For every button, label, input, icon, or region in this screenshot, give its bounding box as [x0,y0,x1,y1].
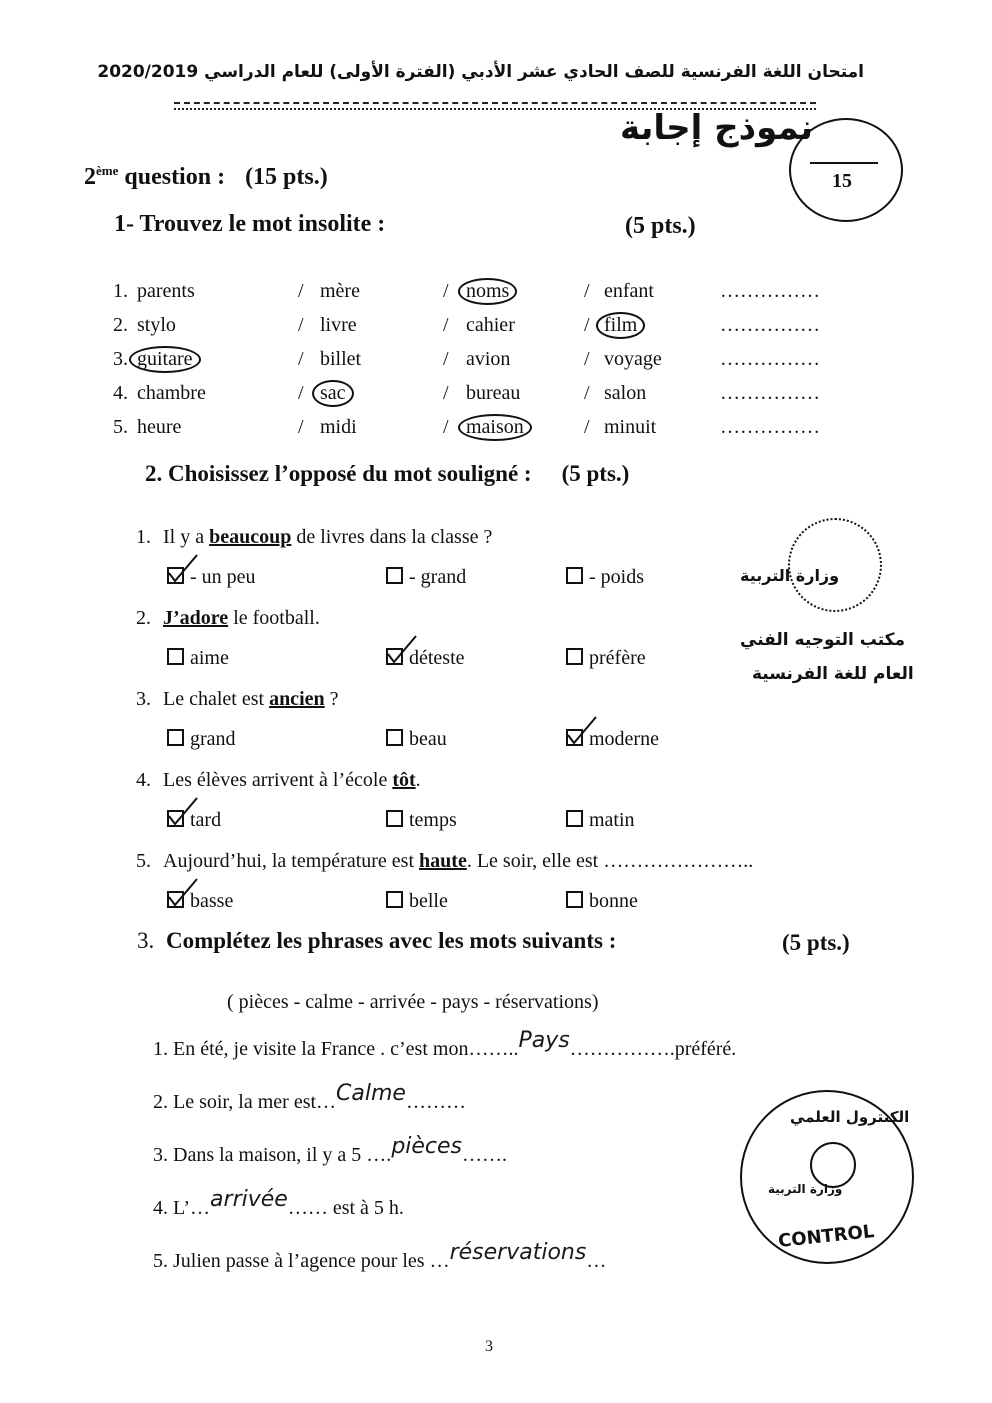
option-word: billet [320,348,362,370]
sentence-text: 1. En été, je visite la France . c’est mon…….. [153,1038,519,1060]
option-word: livre [320,314,357,336]
answer-blank: …………… [720,416,820,438]
sentence-text: ? [324,688,339,710]
option-word: bureau [466,382,521,404]
sentence-text: . Le soir, elle est ………………….. [466,850,754,872]
sentence-text: …………….préféré. [569,1038,737,1060]
option[interactable] [167,728,236,751]
circled-answer-word: guitare [129,346,201,373]
score-value: 15 [832,170,852,192]
option-label: grand [190,728,236,750]
circled-answer-word: maison [458,414,532,441]
separator-slash: / [584,348,590,370]
underlined-keyword: tôt [392,769,416,791]
section2-title: 2. Choisissez l’opposé du mot souligné : (5 pts.) [145,461,630,486]
sentence-text: le football. [228,607,320,629]
fill-sentence [153,1187,404,1220]
checkbox[interactable] [386,567,403,584]
fill-sentence [153,1240,607,1273]
check-mark-icon [167,553,201,583]
ministry-seal [788,518,882,612]
check-mark-icon [566,715,600,745]
word-bank: ( pièces - calme - arrivée - pays - réservations) [227,991,599,1013]
circled-answer-word: noms [458,278,517,305]
option-label: - un peu [190,566,256,588]
checkbox[interactable] [167,648,184,665]
sentence-text: . [415,769,421,791]
option-word: voyage [604,348,662,370]
option-word: enfant [604,280,654,302]
option-label: matin [589,809,635,831]
section3-points: (5 pts.) [782,930,850,955]
fill-sentence [153,1134,508,1167]
option-label: - grand [409,566,467,588]
circled-answer-word: sac [312,380,354,407]
option-checked[interactable] [167,809,221,832]
option[interactable] [386,728,447,751]
question-sentence [136,769,421,792]
option-label: - poids [589,566,644,588]
underlined-keyword: haute [419,850,467,872]
exam-title: امتحان اللغة الفرنسية للصف الحادي عشر الأدبي (الفترة الأولى) للعام الدراسي 2020/2019 [97,62,864,82]
option-word: cahier [466,314,515,336]
model-answer-label: نموذج إجابة [620,108,813,148]
question-number: 5. [136,850,151,872]
separator-slash: / [298,416,304,438]
separator-slash: / [584,280,590,302]
section3-title: 3. Complétez les phrases avec les mots suivants : [137,928,617,953]
question-sentence [136,607,320,630]
option-word: mère [320,280,360,302]
control-ministry: وزارة التربية [768,1182,843,1196]
checkbox[interactable] [386,891,403,908]
stamp-office: مكتب التوجيه الفني [740,630,906,650]
checked-checkbox[interactable] [566,729,583,746]
option-label: moderne [589,728,659,750]
checked-checkbox[interactable] [386,648,403,665]
stamp-ministry: وزارة التربية [740,566,840,585]
checkbox[interactable] [566,891,583,908]
handwritten-answer: arrivée [210,1187,288,1212]
question-number: 4. [136,769,151,791]
check-mark-icon [167,796,201,826]
handwritten-answer: Calme [336,1081,406,1106]
sentence-text: Les élèves arrivent à l’école [163,769,393,791]
option-label: déteste [409,647,465,669]
stamp-department: العام للغة الفرنسية [752,664,914,684]
row-number: 4. [113,382,128,404]
option-checked[interactable] [167,566,256,589]
option-word: stylo [137,314,176,336]
sentence-text: … [586,1250,607,1272]
check-mark-icon [386,634,420,664]
sentence-text: ……… [405,1091,466,1113]
checked-checkbox[interactable] [167,810,184,827]
option-word: chambre [137,382,206,404]
option-checked[interactable] [386,647,465,670]
sentence-text: 2. Le soir, la mer est… [153,1091,337,1113]
row-number: 2. [113,314,128,336]
checkbox[interactable] [566,810,583,827]
question-sentence [136,688,339,711]
option-label: basse [190,890,234,912]
underlined-keyword: beaucoup [209,526,292,548]
option-word: heure [137,416,182,438]
option[interactable] [167,647,229,670]
checkbox[interactable] [386,810,403,827]
option[interactable] [566,809,635,832]
checked-checkbox[interactable] [167,891,184,908]
row-number: 3. [113,348,128,370]
row-number: 1. [113,280,128,302]
option-word: minuit [604,416,657,438]
option-label: bonne [589,890,638,912]
option[interactable] [386,809,457,832]
option-label: temps [409,809,457,831]
sentence-text: 5. Julien passe à l’agence pour les … [153,1250,450,1272]
sentence-text: 3. Dans la maison, il y a 5 …. [153,1144,392,1166]
option-checked[interactable] [167,890,233,913]
question-heading: 2ème question : (15 pts.) [84,163,328,190]
row-number: 5. [113,416,128,438]
question-sentence [136,526,492,549]
option[interactable] [566,890,638,913]
sentence-text: ……. [462,1144,508,1166]
option[interactable] [566,647,646,670]
section1-title: 1- Trouvez le mot insolite : [114,211,386,237]
handwritten-answer: pièces [391,1134,463,1159]
option[interactable] [386,890,448,913]
underlined-keyword: J’adore [163,607,229,629]
option-checked[interactable] [566,728,659,751]
control-english: CONTROL [777,1221,876,1252]
underlined-keyword: ancien [269,688,325,710]
answer-blank: …………… [720,382,820,404]
separator-slash: / [584,382,590,404]
separator-slash: / [443,416,449,438]
answer-blank: …………… [720,280,820,302]
separator-slash: / [443,348,449,370]
check-mark-icon [167,877,201,907]
sentence-text: …… est à 5 h. [287,1197,404,1219]
option[interactable] [566,566,644,589]
checkbox[interactable] [566,648,583,665]
separator-slash: / [443,280,449,302]
option-word: parents [137,280,195,302]
sentence-text: de livres dans la classe ? [291,526,493,548]
header-divider [174,102,816,104]
answer-blank: …………… [720,348,820,370]
checkbox[interactable] [566,567,583,584]
circled-answer-word: film [596,312,645,339]
option-label: belle [409,890,448,912]
option-label: préfère [589,647,646,669]
answer-blank: …………… [720,314,820,336]
handwritten-answer: Pays [518,1028,570,1053]
separator-slash: / [443,382,449,404]
option-label: tard [190,809,222,831]
option-word: salon [604,382,647,404]
separator-slash: / [443,314,449,336]
question-number: 3. [136,688,151,710]
handwritten-answer: réservations [449,1240,587,1265]
option[interactable] [386,566,466,589]
score-line [810,162,878,164]
separator-slash: / [298,382,304,404]
question-number: 1. [136,526,151,548]
checked-checkbox[interactable] [167,567,184,584]
question-sentence [136,850,753,873]
option-label: aime [190,647,229,669]
separator-slash: / [584,314,590,336]
separator-slash: / [298,280,304,302]
section1-points: (5 pts.) [625,213,696,239]
checkbox[interactable] [167,729,184,746]
sentence-text: Aujourd’hui, la température est [163,850,420,872]
sentence-text: Le chalet est [163,688,270,710]
sentence-text: Il y a [163,526,210,548]
separator-slash: / [298,348,304,370]
sentence-text: 4. L’… [153,1197,211,1219]
page-number: 3 [485,1338,493,1355]
fill-sentence [153,1081,466,1114]
fill-sentence [153,1028,737,1061]
control-arabic: الكنترول العلمي [790,1108,910,1126]
checkbox[interactable] [386,729,403,746]
option-word: midi [320,416,357,438]
option-label: beau [409,728,447,750]
question-number: 2. [136,607,151,629]
option-word: avion [466,348,511,370]
separator-slash: / [584,416,590,438]
separator-slash: / [298,314,304,336]
